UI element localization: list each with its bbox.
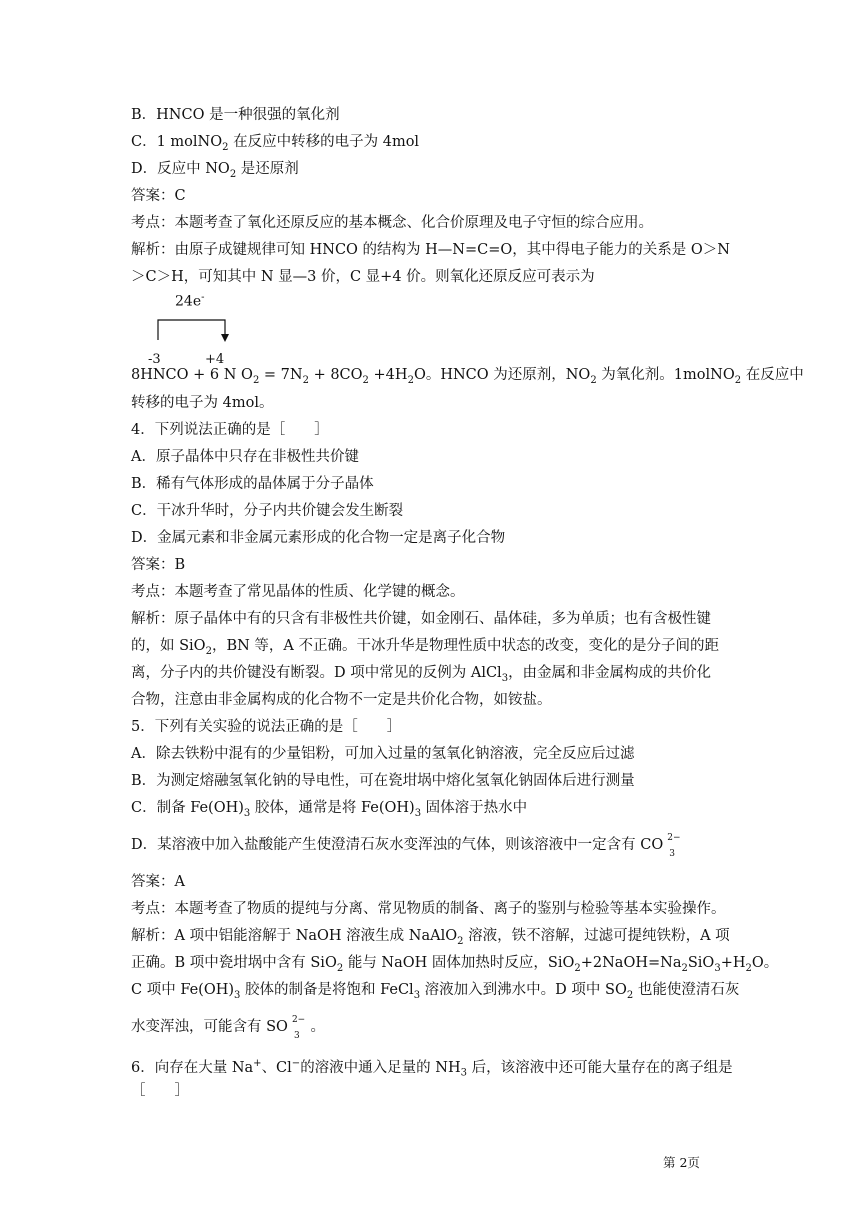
text: O。 [751, 955, 779, 971]
electron-count: 24e- [175, 292, 205, 310]
text: 胶体，通常是将 Fe(OH) [250, 800, 415, 816]
text: 也能使澄清石灰 [633, 982, 740, 998]
q3-equation [131, 366, 804, 390]
sub: 2 [252, 374, 260, 386]
text: 、Cl [261, 1059, 292, 1076]
sub: 2 [734, 374, 742, 386]
sub: 3 [460, 1067, 468, 1079]
q4-point: 考点：本题考查了常见晶体的性质、化学键的概念。 [131, 584, 465, 600]
eq-text: + 8CO [308, 367, 363, 383]
sub: 2 [302, 374, 309, 386]
eq-text: = 7N [259, 367, 303, 383]
text: 的溶液中通入足量的 NH [300, 1059, 461, 1076]
q3-d-text: 是还原剂 [236, 161, 299, 177]
text: C 项中 Fe(OH) [131, 982, 235, 998]
text: SiO [687, 955, 715, 971]
eq-text: 8HNCO + 6 N O [131, 367, 253, 383]
q3-point: 考点：本题考查了氧化还原反应的基本概念、化合价原理及电子守恒的综合应用。 [131, 215, 653, 231]
q4-stem: 4．下列说法正确的是［ ］ [131, 422, 329, 438]
q5-analysis-3 [131, 981, 739, 1005]
text: 溶液，铁不溶解，过滤可提纯铁粉，A 项 [463, 928, 730, 944]
text: 正确。B 项中瓷坩埚中含有 SiO [131, 955, 337, 971]
eq-text: 为氧化剂。1molNO [596, 367, 735, 383]
q4-analysis-3 [131, 664, 711, 688]
q5-answer: 答案：A [131, 874, 185, 890]
q3-analysis-2: ＞C＞H，可知其中 N 显—3 价，C 显+4 价。则氧化还原反应可表示为 [131, 269, 595, 285]
q6-bracket: ［ ］ [131, 1083, 189, 1099]
sup: − [291, 1058, 301, 1069]
text: +2NaOH=Na [580, 955, 682, 971]
q5-option-c [131, 799, 527, 823]
page-number: 第 2页 [663, 1155, 700, 1170]
text: 解析：A 项中铝能溶解于 NaOH 溶液生成 NaAlO [131, 928, 458, 944]
q3-equation-tail: 转移的电子为 4mol。 [131, 395, 274, 411]
q3-answer: 答案：C [131, 188, 186, 204]
q4-option-a: A．原子晶体中只存在非极性共价键 [131, 449, 359, 465]
q3-c-text: C．1 molNO [131, 134, 223, 150]
q5-option-b: B．为测定熔融氢氧化钠的导电性，可在瓷坩埚中熔化氢氧化钠固体后进行测量 [131, 773, 635, 789]
q3-d-text: D．反应中 NO [131, 161, 230, 177]
sub: 2 [574, 962, 581, 974]
sub: 3 [414, 807, 422, 819]
sub: 2 [681, 962, 688, 974]
sub: 2 [590, 374, 597, 386]
sub: 3 [413, 989, 421, 1001]
sub: 3 [714, 962, 721, 974]
sup: + [253, 1058, 262, 1069]
q5-option-d [131, 833, 681, 859]
q3-analysis-1: 解析：由原子成键规律可知 HNCO 的结构为 H—N=C=O，其中得电子能力的关系是 O＞N [131, 242, 730, 258]
text: ，由金属和非金属构成的共价化 [508, 665, 712, 681]
text: 离，分子内的共价键没有断裂。D 项中常见的反例为 AlCl [131, 665, 502, 681]
q4-analysis-1: 解析：原子晶体中有的只含有非极性共价键，如金刚石、晶体硅，多为单质；也有含极性键 [131, 611, 711, 627]
ion-charge: 2− 3 [291, 1015, 306, 1041]
sub: 2 [407, 374, 414, 386]
electron-transfer-diagram [141, 292, 261, 367]
sub: 2 [205, 645, 212, 657]
text: 。 [305, 1019, 326, 1035]
text: 后，该溶液中还可能大量存在的离子组是 [467, 1059, 733, 1076]
sub: 3 [234, 989, 241, 1001]
text: 能与 NaOH 固体加热时反应，SiO [343, 955, 575, 971]
line-q3-d [131, 160, 299, 184]
line-q3-b: B．HNCO 是一种很强的氧化剂 [131, 107, 340, 123]
text: ，BN 等，A 不正确。干冰升华是物理性质中状态的改变，变化的是分子间的距 [211, 638, 719, 654]
sub: 3 [501, 672, 509, 684]
sub: 2 [222, 141, 229, 153]
q4-analysis-2 [131, 637, 719, 661]
text: +H [720, 955, 746, 971]
q6-stem [131, 1055, 733, 1083]
text: 6．向存在大量 Na [131, 1059, 254, 1076]
q4-option-c: C．干冰升华时，分子内共价键会发生断裂 [131, 503, 404, 519]
ox-state-left: -3 [148, 352, 161, 367]
q5-point: 考点：本题考查了物质的提纯与分离、常见物质的制备、离子的鉴别与检验等基本实验操作。 [131, 901, 726, 917]
text: 水变浑浊，可能含有 SO [131, 1019, 288, 1035]
eq-text: 在反应中 [741, 367, 804, 383]
sub: 2 [362, 374, 369, 386]
sub: 2 [626, 989, 634, 1001]
text: 溶液加入到沸水中。D 项中 SO [420, 982, 627, 998]
q4-option-d: D．金属元素和非金属元素形成的化合物一定是离子化合物 [131, 530, 506, 546]
q5-stem: 5．下列有关实验的说法正确的是［ ］ [131, 719, 402, 735]
line-q3-c [131, 133, 419, 157]
q3-c-text: 在反应中转移的电子为 4mol [228, 134, 420, 150]
eq-text: +4H [368, 367, 408, 383]
text: 固体溶于热水中 [421, 800, 528, 816]
eq-text: O。HNCO 为还原剂，NO [413, 367, 591, 383]
q5-analysis-4 [131, 1015, 326, 1041]
ox-state-right: +4 [205, 352, 225, 367]
text: 的，如 SiO [131, 638, 206, 654]
text: 胶体的制备是将饱和 FeCl [240, 982, 414, 998]
sub: 2 [229, 168, 237, 180]
sub: 2 [745, 962, 752, 974]
q4-analysis-4: 合物，注意由非金属构成的化合物不一定是共价化合物，如铵盐。 [131, 692, 552, 708]
ion-charge: 2− 3 [667, 833, 681, 859]
sub: 2 [457, 935, 464, 947]
sub: 2 [336, 962, 344, 974]
text: C．制备 Fe(OH) [131, 800, 244, 816]
q4-answer: 答案：B [131, 557, 186, 573]
q5-option-a: A．除去铁粉中混有的少量铝粉，可加入过量的氢氧化钠溶液，完全反应后过滤 [131, 746, 635, 762]
text: D．某溶液中加入盐酸能产生使澄清石灰水变浑浊的气体，则该溶液中一定含有 CO [131, 837, 664, 853]
sub: 3 [243, 807, 251, 819]
q4-option-b: B．稀有气体形成的晶体属于分子晶体 [131, 476, 374, 492]
q5-analysis-1 [131, 927, 730, 951]
q5-analysis-2 [131, 954, 778, 978]
